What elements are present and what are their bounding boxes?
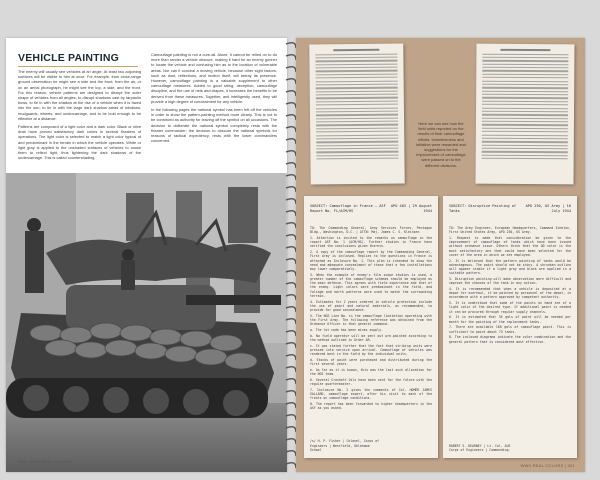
document-paragraph: 6. Several Crockett Oils have been sent for the future with the regular quartermaster. [310, 378, 432, 387]
archive-document-1 [304, 196, 438, 458]
page-folio-right: WWII REAL COLORS | 301 [520, 463, 575, 468]
paragraph: In the following pages the national symbol has been left off the vehicles in order to show the pattern-painting method more clearly. This is not to be construed as authority for leaving off the symbol on all occasions. The decision to obliterate the national symbol completely rests with the theater commander; the decision to obscure the national symbols for reasons of tactical expediency, rests with the lower commanders concerned. [151, 107, 277, 144]
document-paragraph: 1. Request is made that consideration be given to the improvement of camouflage of tanks which have been issued without ordnance issue. Others think that the OD color is the most satisfactory one that could have been selected for the cover of the area in which we are employed. [449, 236, 571, 257]
section-title: VEHICLE PAINTING [18, 52, 120, 64]
document-reference: APO 403 | 29 August 1944 [390, 204, 432, 213]
document-subject: SUBJECT: Camouflage in France – ASF Report No. FL/ACM/HS [310, 204, 386, 213]
document-paragraph: 1. Attention is invited to the remarks on camouflage in the report ASF No. 1 (ACM/HS). Further studies in France have verified the conclusions given therein. [310, 236, 432, 249]
document-body [449, 226, 571, 345]
document-paragraph: a. The lot code has been mixes supply. [310, 328, 383, 333]
document-paragraph: 7. There are available 160 gals of camouflage paint. This is sufficient to paint about 75 tanks. [449, 325, 571, 334]
document-paragraph: 3. Disruptive painting will make observation more difficult and improve the chances of the tank in any action. [449, 277, 571, 286]
document-paragraph: b. No field operator will be sent out pre-painted according to the method outlined in Order AR. [310, 333, 432, 343]
text-column-left [18, 69, 141, 163]
archive-document-2 [443, 196, 577, 458]
document-paragraph: 3. When the example of enemy's film scope studies is used, a greater number of the camouflage schemes should be employed as the main defense. This agrees with field experience and that of the enemy. Light colors were predominant in the field, and foliage and earth patterns were used to match the surrounding terrain. [310, 272, 432, 298]
document-signature: ROBERT S. KEARNEY | Lt. Col. AUS Corps of Engineers | Commanding. [449, 443, 511, 452]
tank-photo-illustration [6, 173, 287, 472]
document-paragraph: 4. Estimates for 2 years ordered in vehicle protection include the use of paint and natural materials, as recommended, to provide for good concealment. [310, 299, 432, 313]
document-paragraph: 8. The report has been forwarded to higher headquarters in the ASF as you asked. [310, 402, 432, 411]
paragraph: Camouflage painting is not a cure-all. Alone, it cannot be relied on to do more than render a vehicle obscure, making it hard for an enemy gunner to locate the vehicle and confusing him as to the location of vulnerable areas. Nor can it conceal a moving vehicle, because other sight factors, such as dust, reflections, and motion itself, will betray its presence. However, camouflage painting is a valuable supplement to other camouflage measures. Added to good siting, deception, camouflage discipline, and the use of nets and drapes, it increases the benefits to be derived from these measures. Together, and intelligently used, they will provide a high degree of concealment for any vehicle. [151, 52, 277, 104]
image-caption: Here we can see how the field units reported on the results of their camouflage efforts. Inventiveness and initiative were rewarded and suggestions for the improvement of camouflage were passed on to the different divisions. [416, 121, 466, 168]
page-folio-left: 300 | WWII REAL COLORS [18, 459, 73, 464]
document-reference: APO 230, US Army | 16 July 1944 [525, 204, 571, 213]
paragraph: The enemy will usually see vehicles at an angle. At least two adjoining surfaces will be visible to him at once. For example, from close-range ground observation he might see a side and the front; from the air, or on an aerial photograph, he might see the top, a side, and the front. For this reason, vehicle patterns are designed to disrupt the outer shape of vehicles from all angles, to disrupt shadows cast by tarpaulin bows, to tie in with the shadow at the rise of a vehicle when it is faced into the sun, to tie in with the large dark shadow areas of windows, mudguards, wheels, and undercarriage, and to be bold enough to be effective at a distance. [18, 69, 141, 121]
document-paragraph: TO: The Army Engineer, European Headquarters, Command Echelon, First United States Army, APO 230, US Army. [449, 226, 571, 235]
document-paragraph: e. As far as it is known, this was the last such allocation for the NGS team. [310, 368, 432, 377]
document-paragraph: 2. A copy of the camouflage report by the Commanding General, First Army is inclosed. Replies to the questions in France is attached as Inclosure No. 1. This plan is intended to show the need and adequate concealment of those that a few installations may lower comparatively. [310, 250, 432, 272]
document-paragraph: 5. The NGS Line No. is the camouflage limitation operating with the First Army. The following reference was obtained from the Ordnance Officer in that general command. [310, 313, 432, 327]
document-paragraph: 4. It is recommended that when a vehicle is deposited at a depot for overhaul, it be painted by personnel of the depot, in accordance with a pattern approved by competent authority. [449, 287, 571, 300]
document-paragraph: 5. It is understood that some of the paints on hand are of a light color of the desired type. If additional paint is needed it can be procured through regular supply channels. [449, 301, 571, 314]
document-paragraph: c. It was stated further that the fact that striking units were pressed into service upon arrival. Camouflage of vehicles was rendered best in the field by the individual units. [310, 343, 432, 357]
document-signature: /s/ H. P. Fisher | Colonel, Corps of Engineers | Westfield, Oklahoma School [310, 439, 380, 452]
document-paragraph: d. Stocks of paint were purchased and distributed during the first several years. [310, 358, 432, 367]
text-column-right [151, 52, 277, 146]
document-subject: SUBJECT: Disruptive Painting of Tanks [449, 204, 517, 213]
document-paragraph: 7. Inclosure No. 2 gives the comments of Col. HOMER JAMES SALLARD, camouflage expert, after his visit to each of the fronts on camouflage conditions. [310, 388, 432, 401]
document-paragraph: TO: The Commanding General, Army Services Forces, Pentagon Bldg., Washington, D.C. | ATTN: Maj. James C. S. Kleinsen [310, 226, 432, 235]
document-paragraph: 6. It is estimated that 35 gals of paint will be needed per month for the painting of the replacement tanks. [449, 315, 571, 324]
document-body [310, 226, 432, 412]
document-paragraph: 8. The inclosed diagrams indicate the color combination and the general pattern that is considered most effective. [449, 335, 571, 344]
title-rule [18, 66, 138, 67]
archive-document-thumbnail [476, 44, 575, 185]
tank-photo [6, 173, 287, 472]
left-page [6, 38, 287, 472]
paragraph: Patterns are composed of a light color and a dark color. Black or olive drab have proved satisfactory dark colors in several theaters of operations. The light color is selected to match a light color typical of and predominant in the terrain in which the vehicle operates. White or light gray is applied to the unshaded surfaces of vehicles to cause them to reflect light, thus lightening the dark shadows of the undercarriage. This is called countershading. [18, 124, 141, 161]
document-paragraph: 2. It is believed that the pattern painting of tanks would be advantageous. The paint should not be shiny. A shrunken outline will appear stable if a light gray and black are applied in a suitable pattern. [449, 258, 571, 276]
right-page [296, 38, 585, 472]
archive-document-thumbnail [309, 44, 404, 185]
